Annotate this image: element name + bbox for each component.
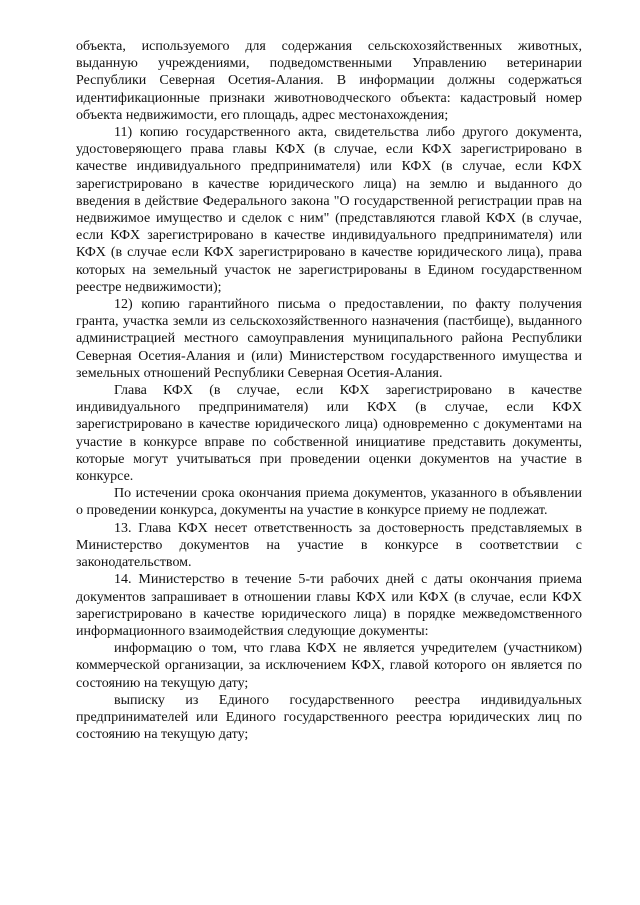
- paragraph-item-11: 11) копию государственного акта, свидетельства либо другого документа, удостоверяющего права главы КФХ (в случае, если КФХ зарегистрировано в качестве индивидуального предпринимателя) или КФХ (в случае, если КФХ зарегистрировано в качестве юридического лица) на землю и выданного до введения в действие Федерального закона "О государственной регистрации прав на недвижимое имущество и сделок с ним" (представляются главой КФХ (в случае, если КФХ зарегистрировано в качестве индивидуального предпринимателя) или КФХ (в случае если КФХ зарегистрировано в качестве юридического лица), права которых на земельный участок не зарегистрированы в Едином государственном реестре недвижимости);: [76, 125, 582, 295]
- document-page: [76, 38, 582, 743]
- paragraph-registry-extract: выписку из Единого государственного реестра индивидуальных предпринимателей или Единого государственного реестра юридических лиц по состоянию на текущую дату;: [76, 692, 582, 743]
- paragraph-item-12: 12) копию гарантийного письма о предоставлении, по факту получения гранта, участка земли из сельскохозяйственного назначения (пастбище), выданного администрацией местного самоуправления муниципального района Республики Северная Осетия-Алания и (или) Министерством государственного имущества и земельных отношений Республики Северная Осетия-Алания.: [76, 297, 582, 381]
- paragraph-optional-documents: Глава КФХ (в случае, если КФХ зарегистрировано в качестве индивидуального предпринимателя) или КФХ (в случае, если КФХ зарегистрировано в качестве юридического лица) одновременно с документами на участие в конкурсе вправе по собственной инициативе представить документы, которые могут учитываться при проведении оценки документов на участие в конкурсе.: [76, 383, 582, 485]
- paragraph-item-14: 14. Министерство в течение 5-ти рабочих дней с даты окончания приема документов запрашивает в отношении главы КФХ или КФХ (в случае, если КФХ зарегистрировано в качестве юридического лица) в порядке межведомственного информационного взаимодействия следующие документы:: [76, 572, 582, 639]
- paragraph-item-13: 13. Глава КФХ несет ответственность за достоверность представляемых в Министерство документов на участие в конкурсе в соответствии с законодательством.: [76, 520, 582, 571]
- paragraph-continuation: объекта, используемого для содержания сельскохозяйственных животных, выданную учреждениями, подведомственными Управлению ветеринарии Республики Северная Осетия-Алания. В информации должны содержаться идентификационные признаки животноводческого объекта: кадастровый номер объекта недвижимости, его площадь, адрес местонахождения;: [76, 39, 582, 123]
- paragraph-founder-info: информацию о том, что глава КФХ не является учредителем (участником) коммерческой организации, за исключением КФХ, главой которого он является по состоянию на текущую дату;: [76, 641, 582, 691]
- paragraph-deadline: По истечении срока окончания приема документов, указанного в объявлении о проведении конкурса, документы на участие в конкурсе приему не подлежат.: [76, 486, 582, 519]
